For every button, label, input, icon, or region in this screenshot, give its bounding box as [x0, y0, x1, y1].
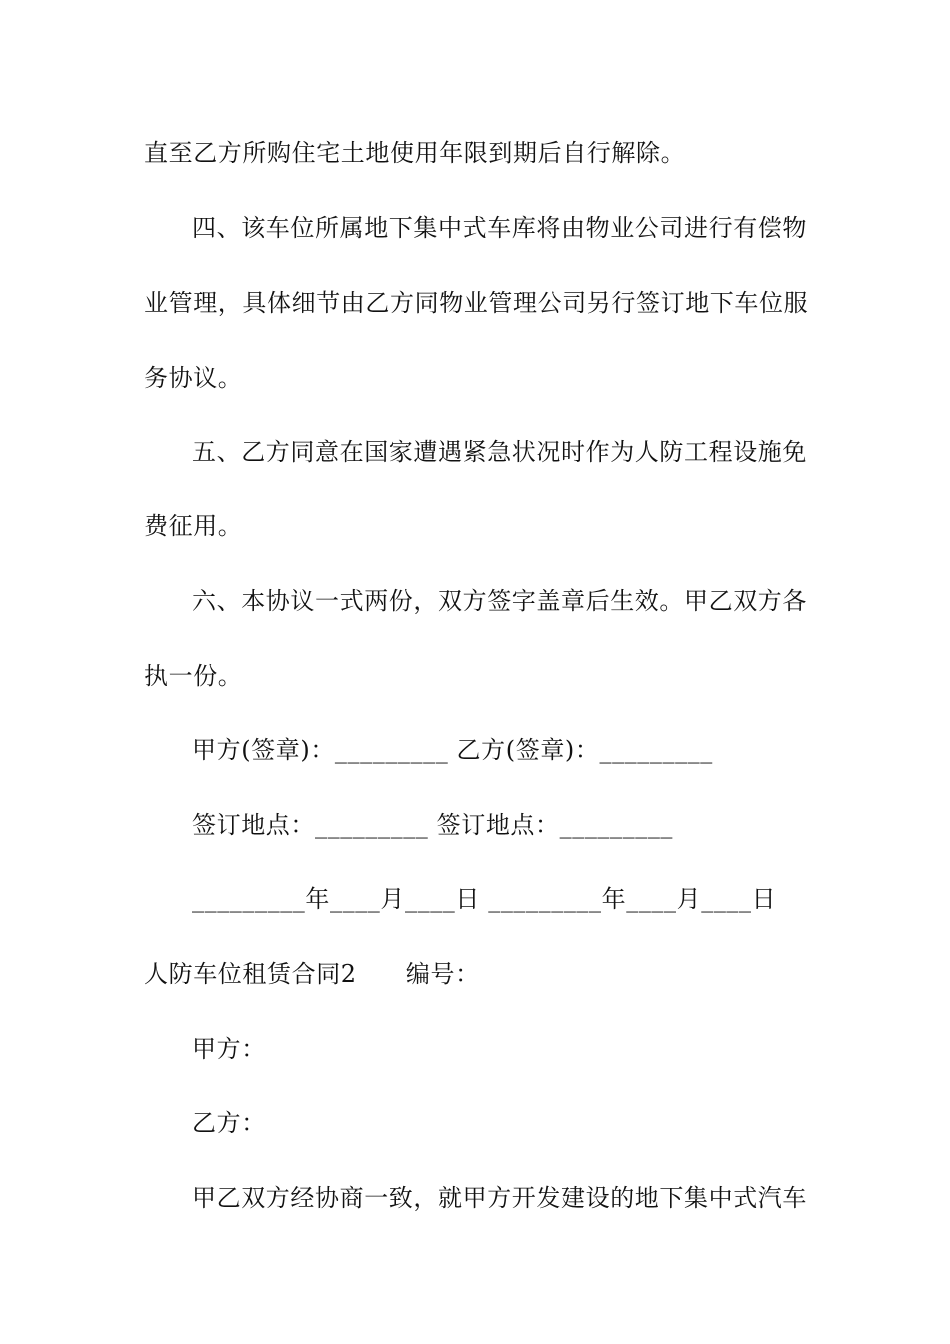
clause-5-line-2: 费征用。 [144, 512, 243, 540]
signature-line: 甲方(签章)：_________ 乙方(签章)：_________ [192, 736, 713, 764]
date-line: _________年____月____日 _________年____月____日 [192, 885, 777, 913]
signing-place-line: 签订地点：_________ 签订地点：_________ [192, 811, 674, 839]
clause-4-line-2: 业管理，具体细节由乙方同物业管理公司另行签订地下车位服 [144, 289, 809, 317]
party-a-label: 甲方： [192, 1035, 266, 1063]
clause-6-line-1: 六、本协议一式两份，双方签字盖章后生效。甲乙双方各 [192, 587, 807, 615]
paragraph-3-end: 直至乙方所购住宅土地使用年限到期后自行解除。 [144, 139, 686, 167]
contract-title: 人防车位租赁合同2 编号： [144, 960, 480, 988]
clause-4-line-1: 四、该车位所属地下集中式车库将由物业公司进行有偿物 [192, 214, 807, 242]
clause-6-line-2: 执一份。 [144, 662, 243, 690]
clause-4-line-3: 务协议。 [144, 364, 243, 392]
party-b-label: 乙方： [192, 1109, 266, 1137]
intro-paragraph-line-1: 甲乙双方经协商一致，就甲方开发建设的地下集中式汽车 [192, 1184, 807, 1212]
clause-5-line-1: 五、乙方同意在国家遭遇紧急状况时作为人防工程设施免 [192, 438, 807, 466]
